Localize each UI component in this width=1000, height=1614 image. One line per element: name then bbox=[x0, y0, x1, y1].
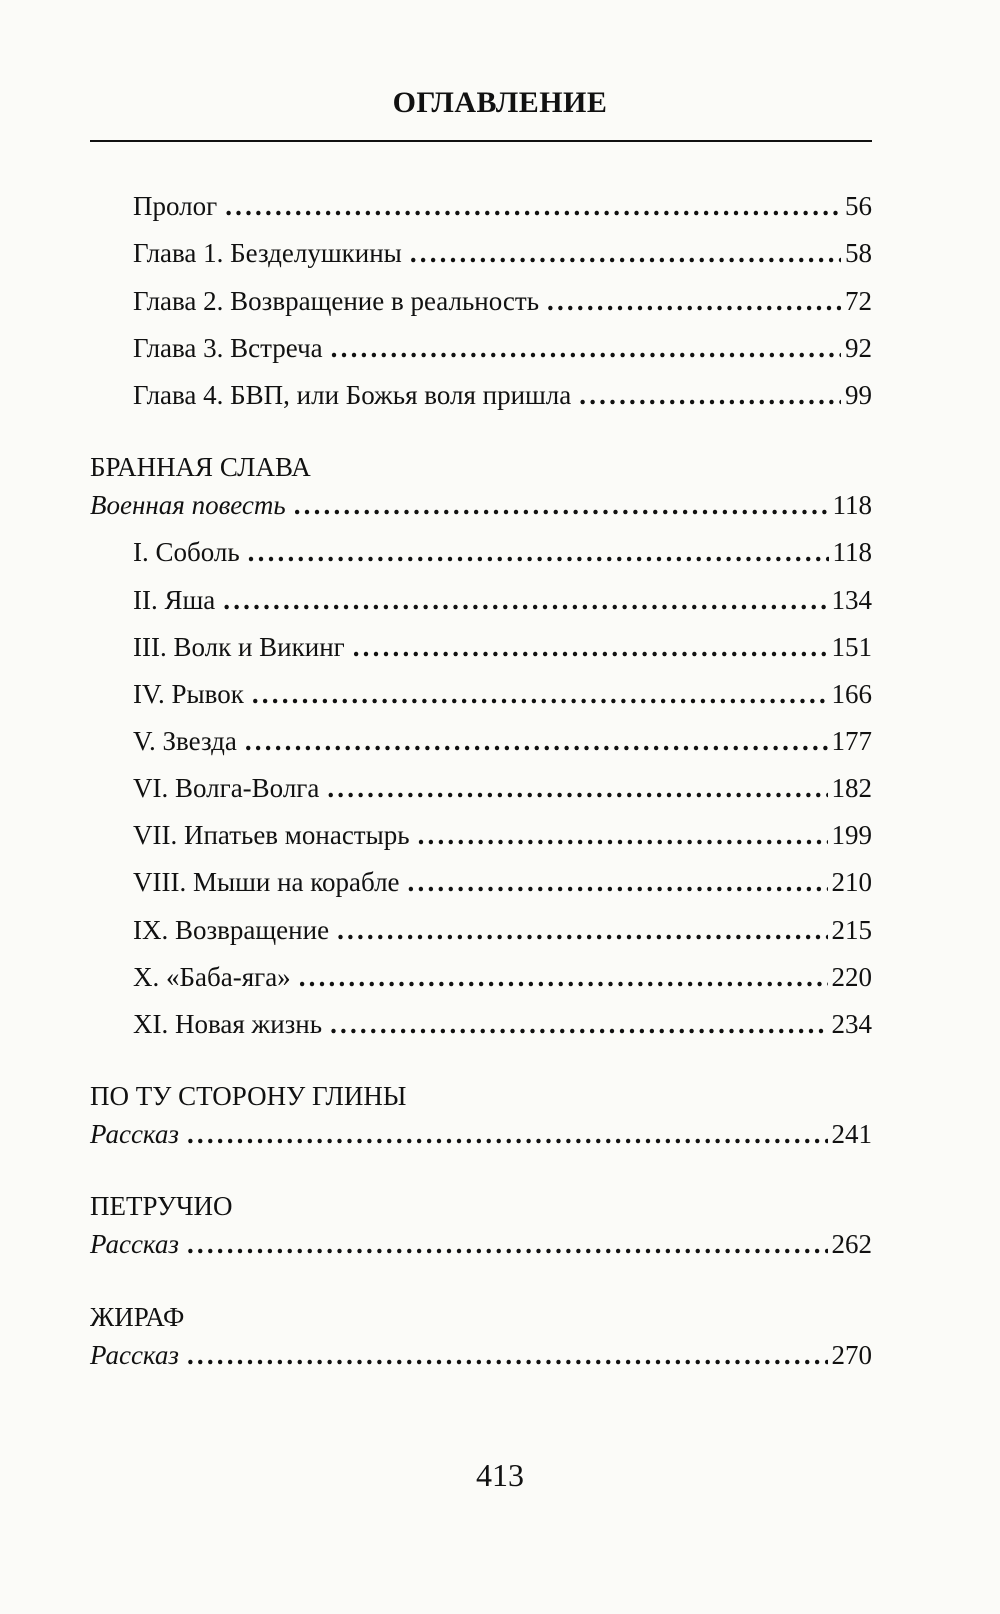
toc-entry bbox=[133, 815, 872, 855]
toc-entry bbox=[133, 957, 872, 997]
toc-entry bbox=[133, 768, 872, 808]
toc-entry bbox=[133, 281, 872, 321]
toc-entry-page: 262 bbox=[831, 1229, 872, 1259]
toc-entry bbox=[133, 186, 872, 226]
toc-entry-title: Глава 1. Безделушкины bbox=[133, 238, 402, 268]
toc-entry-page: 118 bbox=[832, 537, 872, 567]
toc-entry-page: 92 bbox=[845, 333, 872, 363]
dot-leader bbox=[223, 580, 827, 620]
toc-entry-page: 177 bbox=[831, 726, 872, 756]
toc-entry-title: Глава 3. Встреча bbox=[133, 333, 323, 363]
page-number: 413 bbox=[476, 1457, 524, 1493]
toc-entry-page: 58 bbox=[845, 238, 872, 268]
toc-entry-title: IV. Рывок bbox=[133, 679, 244, 709]
dot-leader bbox=[245, 721, 828, 761]
dot-leader bbox=[248, 532, 829, 572]
toc-entry bbox=[90, 1335, 872, 1375]
dot-leader bbox=[579, 375, 841, 415]
toc-entry-title: VII. Ипатьев монастырь bbox=[133, 820, 410, 850]
dot-leader bbox=[337, 910, 827, 950]
toc-entry bbox=[133, 674, 872, 714]
toc-entry-page: 166 bbox=[831, 679, 872, 709]
toc-entry bbox=[90, 1224, 872, 1264]
toc-entry bbox=[133, 375, 872, 415]
toc-entry-title: II. Яша bbox=[133, 585, 216, 615]
toc-entry-title: Глава 2. Возвращение в реальность bbox=[133, 286, 540, 316]
dot-leader bbox=[187, 1335, 828, 1375]
toc-entry-page: 210 bbox=[831, 867, 872, 897]
toc-entry bbox=[133, 233, 872, 273]
toc-entry bbox=[133, 721, 872, 761]
toc-entry-title: XI. Новая жизнь bbox=[133, 1009, 323, 1039]
section-heading: ПЕТРУЧИО bbox=[90, 1191, 233, 1221]
toc-entry bbox=[90, 485, 872, 525]
dot-leader bbox=[410, 233, 841, 273]
toc-entry-page: 234 bbox=[831, 1009, 872, 1039]
toc-entry-page: 220 bbox=[831, 962, 872, 992]
toc-entry bbox=[133, 910, 872, 950]
section-heading: ЖИРАФ bbox=[90, 1302, 185, 1332]
toc-entry bbox=[133, 328, 872, 368]
dot-leader bbox=[418, 815, 828, 855]
page-header: ОГЛАВЛЕНИЕ bbox=[392, 86, 608, 119]
dot-leader bbox=[187, 1224, 828, 1264]
toc-entry-title: Рассказ bbox=[90, 1229, 179, 1259]
toc-entry-title: Военная повесть bbox=[90, 490, 286, 520]
dot-leader bbox=[327, 768, 827, 808]
dot-leader bbox=[225, 186, 841, 226]
toc-entry-title: Рассказ bbox=[90, 1119, 179, 1149]
toc-entry bbox=[133, 862, 872, 902]
toc-entry bbox=[133, 627, 872, 667]
toc-entry-page: 151 bbox=[831, 632, 872, 662]
toc-entry-page: 215 bbox=[831, 915, 872, 945]
dot-leader bbox=[252, 674, 828, 714]
toc-entry-title: V. Звезда bbox=[133, 726, 237, 756]
toc-entry-title: VIII. Мыши на корабле bbox=[133, 867, 400, 897]
dot-leader bbox=[331, 328, 841, 368]
toc-entry-page: 182 bbox=[831, 773, 872, 803]
toc-entry-title: X. «Баба-яга» bbox=[133, 962, 291, 992]
toc-entry-title: Глава 4. БВП, или Божья воля пришла bbox=[133, 380, 572, 410]
dot-leader bbox=[299, 957, 828, 997]
toc-entry-title: Рассказ bbox=[90, 1340, 179, 1370]
toc-entry-page: 56 bbox=[845, 191, 872, 221]
dot-leader bbox=[187, 1114, 828, 1154]
toc-entry-page: 99 bbox=[845, 380, 872, 410]
dot-leader bbox=[330, 1004, 827, 1044]
toc-entry-title: III. Волк и Викинг bbox=[133, 632, 345, 662]
section-heading: ПО ТУ СТОРОНУ ГЛИНЫ bbox=[90, 1081, 407, 1111]
toc-entry-title: I. Соболь bbox=[133, 537, 240, 567]
toc-entry-page: 134 bbox=[831, 585, 872, 615]
toc-entry-page: 118 bbox=[832, 490, 872, 520]
toc-entry-page: 72 bbox=[845, 286, 872, 316]
toc-entry bbox=[133, 532, 872, 572]
toc-entry-page: 199 bbox=[831, 820, 872, 850]
toc-entry bbox=[90, 1114, 872, 1154]
dot-leader bbox=[353, 627, 828, 667]
toc-entry-title: Пролог bbox=[133, 191, 218, 221]
section-heading: БРАННАЯ СЛАВА bbox=[90, 452, 311, 482]
toc-entry-page: 270 bbox=[831, 1340, 872, 1370]
dot-leader bbox=[408, 862, 828, 902]
toc-entry bbox=[133, 580, 872, 620]
toc-entry-title: IX. Возвращение bbox=[133, 915, 330, 945]
dot-leader bbox=[294, 485, 829, 525]
toc-entry-title: VI. Волга-Волга bbox=[133, 773, 320, 803]
toc-entry-page: 241 bbox=[831, 1119, 872, 1149]
dot-leader bbox=[547, 281, 841, 321]
toc-entry bbox=[133, 1004, 872, 1044]
